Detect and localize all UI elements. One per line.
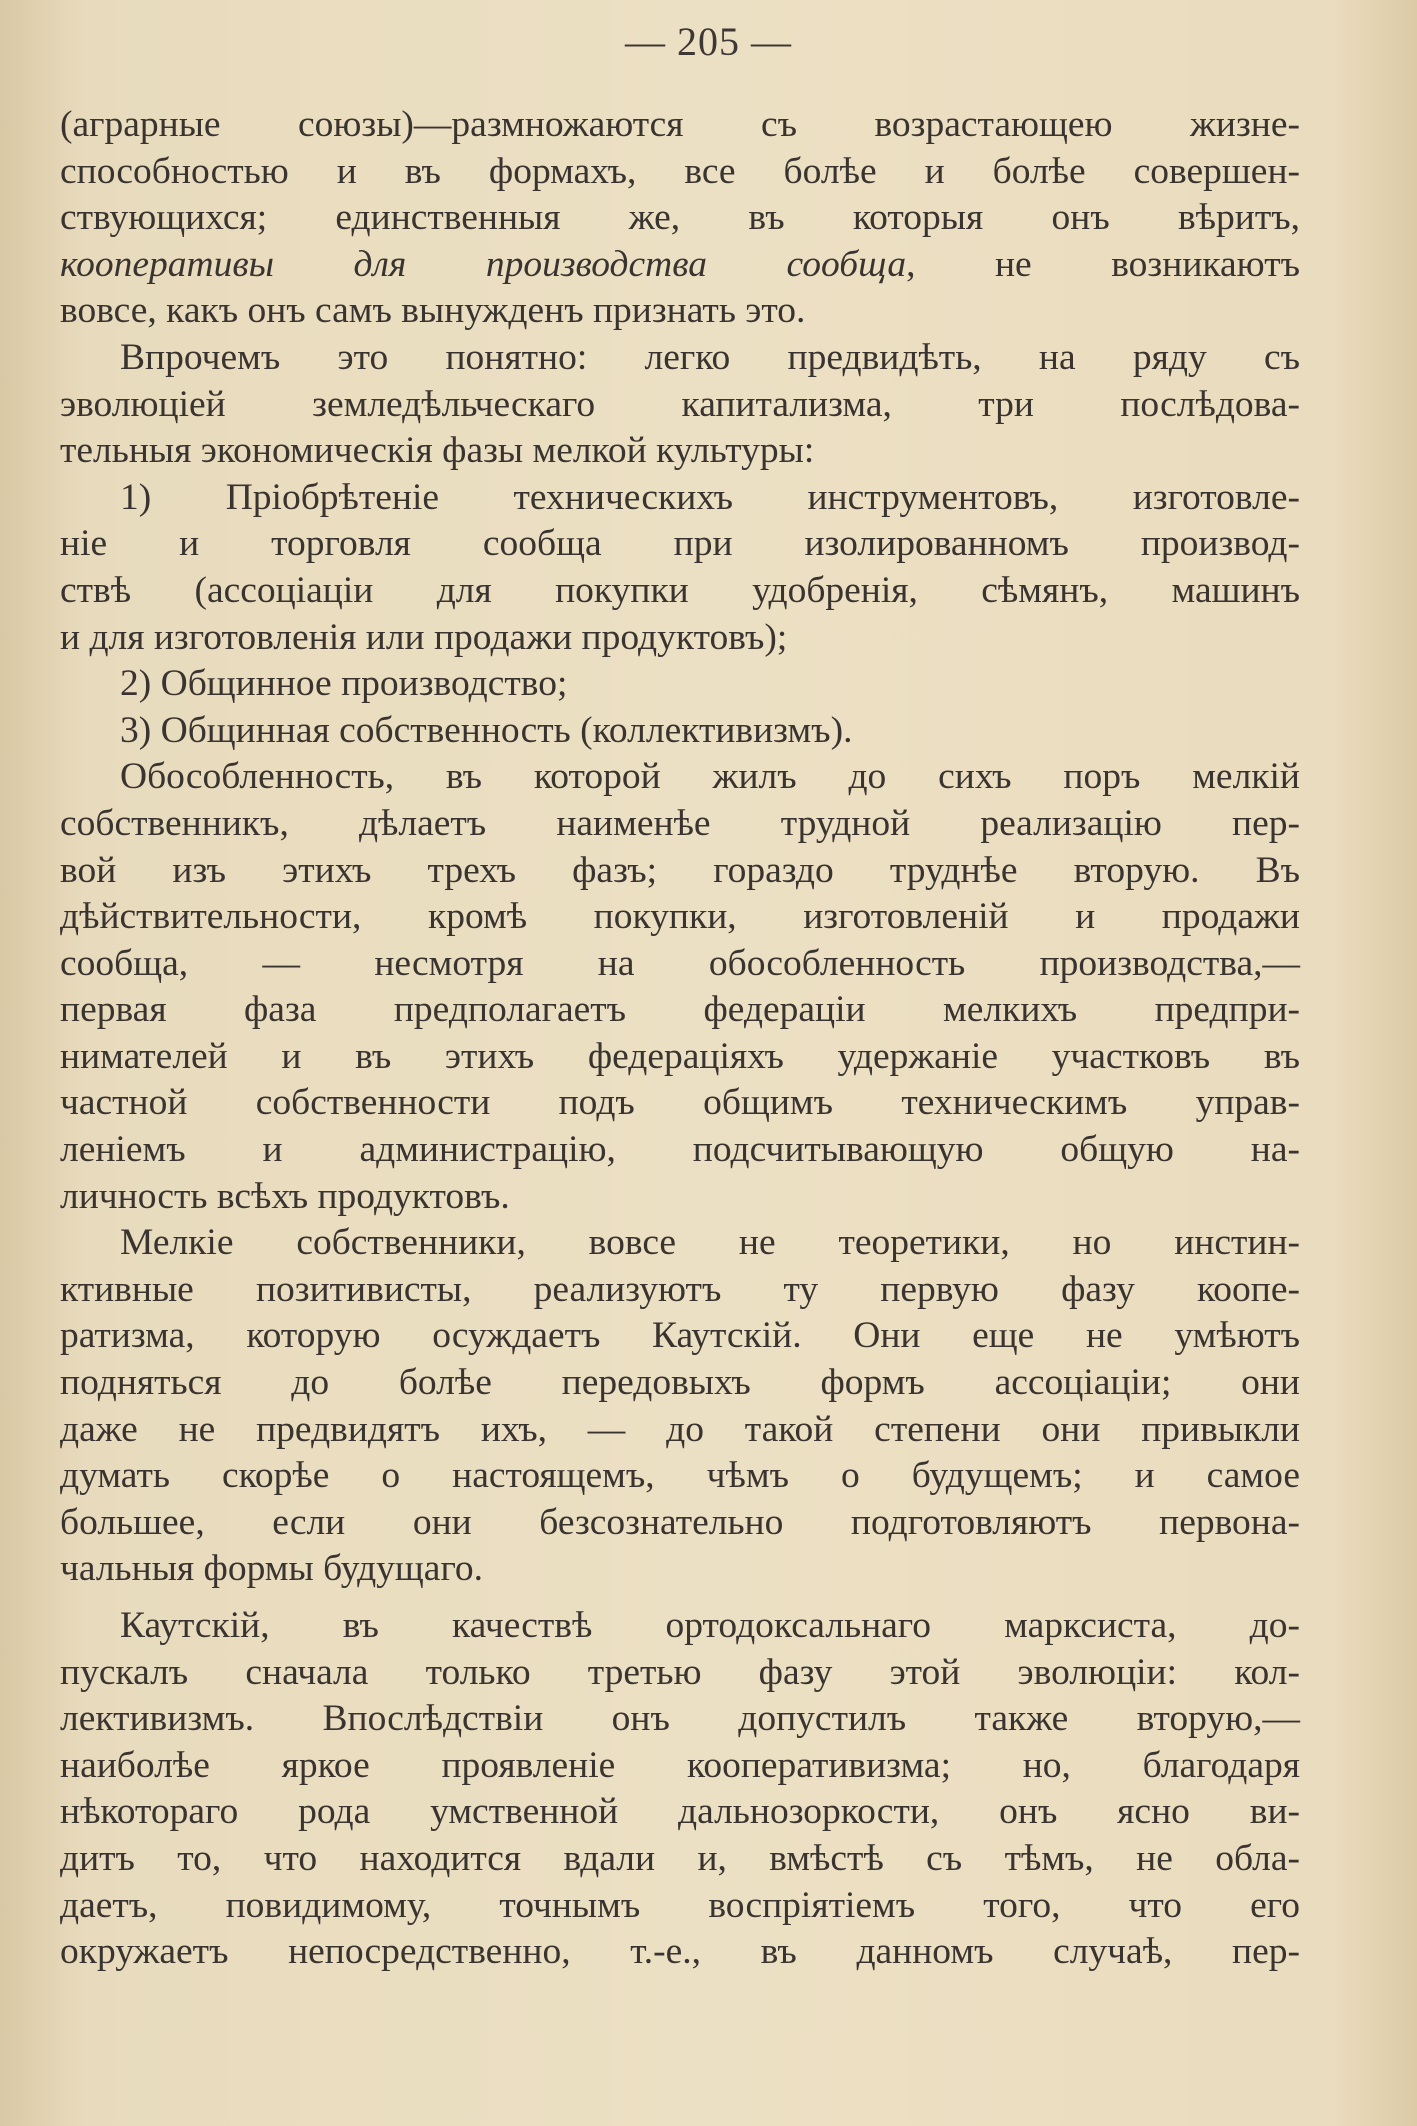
text-line: вой изъ этихъ трехъ фазъ; гораздо труднѣе вторую. Въ — [60, 849, 1300, 891]
text-line: 3) Общинная собственность (коллективизмъ). — [120, 709, 853, 751]
text-line: лективизмъ. Впослѣдствіи онъ допустилъ также вторую,— — [60, 1698, 1300, 1740]
text-line: ствующихся; единственныя же, въ которыя онъ вѣритъ, — [60, 197, 1300, 239]
text-line: вовсе, какъ онъ самъ вынужденъ признать это. — [60, 290, 806, 332]
text-line: нѣкотораго рода умственной дальнозоркости, онъ ясно ви- — [60, 1791, 1300, 1833]
text-line: дитъ то, что находится вдали и, вмѣстѣ съ тѣмъ, не обла- — [60, 1837, 1300, 1879]
text-line: (аграрные союзы)—размножаются съ возрастающею жизне- — [60, 104, 1300, 145]
text-line: сообща, — несмотря на обособленность производства,— — [60, 942, 1300, 984]
text-line: нимателей и въ этихъ федераціяхъ удержаніе участковъ въ — [60, 1035, 1300, 1077]
text-line: 2) Общинное производство; — [120, 663, 568, 705]
text-line: леніемъ и администрацію, подсчитывающую общую на- — [60, 1129, 1300, 1171]
text-line: ніе и торговля сообща при изолированномъ производ- — [60, 523, 1300, 565]
text-line: 1) Пріобрѣтеніе техническихъ инструментовъ, изготовле- — [120, 476, 1300, 518]
text-line: даетъ, повидимому, точнымъ воспріятіемъ того, что его — [60, 1884, 1300, 1926]
text-line: даже не предвидятъ ихъ, — до такой степени они привыкли — [60, 1408, 1300, 1450]
paragraph-4 — [60, 1220, 1300, 1593]
text-line: эволюціей земледѣльческаго капитализма, три послѣдова- — [60, 383, 1300, 425]
paragraph-2 — [60, 335, 1300, 475]
text-line: первая фаза предполагаетъ федераціи мелкихъ предпри- — [60, 989, 1300, 1031]
text-line: Обособленность, въ которой жилъ до сихъ поръ мелкій — [120, 756, 1300, 798]
paragraph-3 — [60, 754, 1300, 1220]
text-line: ктивные позитивисты, реализуютъ ту первую фазу коопе- — [60, 1268, 1300, 1310]
paragraph-gap — [60, 1593, 1300, 1603]
text-line: частной собственности подъ общимъ техническимъ управ- — [60, 1082, 1300, 1124]
text-line: окружаетъ непосредственно, т.-е., въ данномъ случаѣ, пер- — [60, 1931, 1300, 1973]
page-body — [60, 102, 1300, 1976]
paragraph-5 — [60, 1603, 1300, 1976]
text-line: Каутскій, въ качествѣ ортодоксальнаго марксиста, до- — [120, 1605, 1300, 1646]
text-line: дѣйствительности, кромѣ покупки, изготовленій и продажи — [60, 896, 1300, 938]
text-line-italic-phrase: кооперативы для производства сообща, не возникаютъ — [60, 243, 1300, 285]
text-line: Впрочемъ это понятно: легко предвидѣть, на ряду съ — [120, 336, 1300, 378]
text-line: собственникъ, дѣлаетъ наименѣе трудной реализацію пер- — [60, 802, 1300, 844]
text-line: большее, если они безсознательно подготовляютъ первона- — [60, 1501, 1300, 1543]
text-line: способностью и въ формахъ, все болѣе и болѣе совершен- — [60, 150, 1300, 192]
text-line: Мелкіе собственники, вовсе не теоретики, но инстин- — [120, 1222, 1300, 1264]
text-line: ратизма, которую осуждаетъ Каутскій. Они еще не умѣютъ — [60, 1315, 1300, 1357]
text-line: тельныя экономическія фазы мелкой культуры: — [60, 430, 815, 472]
text-line: думать скорѣе о настоящемъ, чѣмъ о будущемъ; и самое — [60, 1455, 1300, 1497]
paragraph-1 — [60, 102, 1300, 335]
text-line: ствѣ (ассоціаціи для покупки удобренія, сѣмянъ, машинъ — [60, 569, 1300, 611]
text-line: подняться до болѣе передовыхъ формъ ассоціаціи; они — [60, 1362, 1300, 1404]
text-line: наиболѣе яркое проявленіе кооперативизма; но, благодаря — [60, 1744, 1300, 1786]
text-line: личность всѣхъ продуктовъ. — [60, 1175, 510, 1217]
page-number: — 205 — — [625, 19, 792, 64]
text-line: пускалъ сначала только третью фазу этой эволюціи: кол- — [60, 1651, 1300, 1693]
list-item-2 — [60, 661, 1300, 708]
text-line: чальныя формы будущаго. — [60, 1548, 484, 1590]
list-item-3 — [60, 708, 1300, 755]
text-line: и для изготовленія или продажи продуктовъ); — [60, 616, 788, 658]
list-item-1 — [60, 475, 1300, 661]
italic-phrase: кооперативы для производства сообща — [60, 243, 907, 285]
